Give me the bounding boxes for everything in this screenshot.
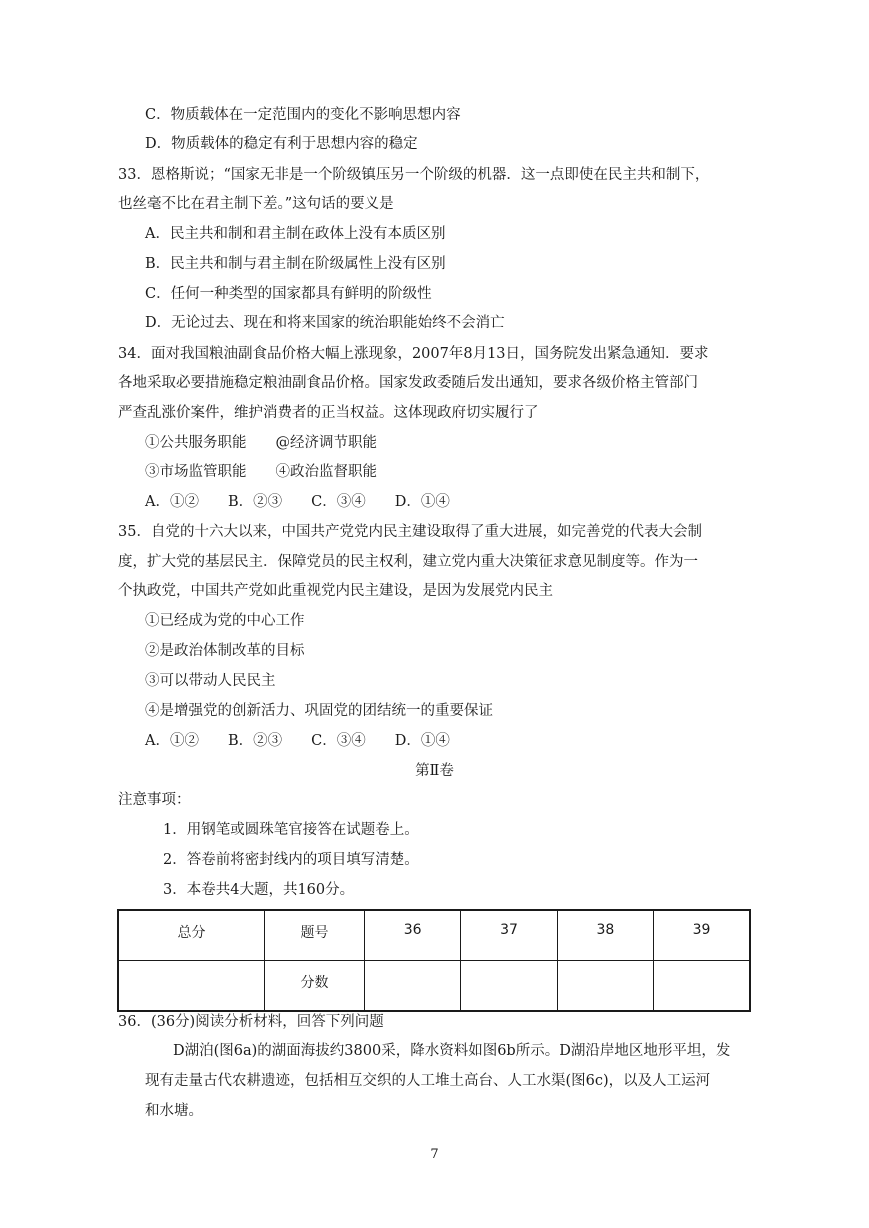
score-cell-q38: [557, 961, 653, 1012]
question-34-choices-1: ①公共服务职能 @经济调节职能: [145, 435, 377, 451]
page-number: 7: [430, 1147, 439, 1162]
header-q37: 37: [461, 910, 557, 961]
question-35-choice-2: ②是政治体制改革的目标: [145, 643, 305, 659]
header-question-number: 题号: [265, 910, 365, 961]
header-q39: 39: [654, 910, 750, 961]
header-total: 总分: [118, 910, 265, 961]
question-34-stem: 34．面对我国粮油副食品价格大幅上涨现象，2007年8月13日，国务院发出紧急通知．要求: [118, 346, 709, 362]
option-c-line: C．物质载体在一定范围内的变化不影响思想内容: [145, 107, 461, 123]
note-item-1: 1．用钢笔或圆珠笔官接答在试题卷上。: [163, 822, 419, 838]
header-q38: 38: [557, 910, 653, 961]
note-item-2: 2．答卷前将密封线内的项目填写清楚。: [163, 852, 419, 868]
question-33-option-d: D．无论过去、现在和将来国家的统治职能始终不会消亡: [145, 315, 505, 331]
note-item-3: 3．本卷共4大题，共160分。: [163, 882, 355, 898]
score-table-score-row: [118, 961, 750, 1012]
question-35-choice-1: ①已经成为党的中心工作: [145, 613, 305, 629]
score-cell-q39: [654, 961, 750, 1012]
score-table: [117, 909, 751, 1012]
question-33-option-a: A．民主共和制和君主制在政体上没有本质区别: [145, 226, 446, 242]
header-q36: 36: [365, 910, 461, 961]
question-34-stem-cont2: 严查乱涨价案件，维护消费者的正当权益。这体现政府切实履行了: [118, 405, 539, 421]
question-36-title: 36．(36分)阅读分析材料，回答下列问题: [118, 1014, 384, 1030]
question-35-stem-cont: 度，扩大党的基层民主．保障党员的民主权利，建立党内重大决策征求意见制度等。作为一: [118, 554, 698, 570]
question-33-option-b: B．民主共和制与君主制在阶级属性上没有区别: [145, 256, 446, 272]
question-35-choice-3: ③可以带动人民民主: [145, 673, 276, 689]
question-33-option-c: C．任何一种类型的国家都具有鲜明的阶级性: [145, 286, 432, 302]
total-score-cell: [118, 961, 265, 1012]
question-34-options: A．①② B．②③ C．③④ D．①④: [145, 494, 450, 510]
question-34-choices-2: ③市场监管职能 ④政治监督职能: [145, 464, 377, 480]
question-34-stem-cont: 各地采取必要措施稳定粮油副食品价格。国家发政委随后发出通知，要求各级价格主管部门: [118, 375, 698, 391]
score-cell-q36: [365, 961, 461, 1012]
score-cell-q37: [461, 961, 557, 1012]
score-label: 分数: [265, 961, 365, 1012]
section-title: 第Ⅱ卷: [415, 763, 454, 779]
question-35-stem: 35．自党的十六大以来，中国共产党党内民主建设取得了重大进展，如完善党的代表大会制: [118, 524, 702, 540]
question-36-body-2: 现有走量古代农耕遗迹，包括相互交织的人工堆土高台、人工水渠(图6c)，以及人工运河: [145, 1073, 711, 1089]
question-35-stem-cont2: 个执政党，中国共产党如此重视党内民主建设，是因为发展党内民主: [118, 583, 553, 599]
question-33-stem: 33．恩格斯说；“国家无非是一个阶级镇压另一个阶级的机器．这一点即使在民主共和制下，: [118, 167, 710, 183]
question-35-options: A．①② B．②③ C．③④ D．①④: [145, 733, 450, 749]
question-36-body-1: D湖泊(图6a)的湖面海拔约3800采，降水资料如图6b所示。D湖沿岸地区地形平坦，发: [173, 1043, 731, 1059]
question-36-body-3: 和水塘。: [145, 1103, 203, 1119]
notes-heading: 注意事项：: [118, 792, 191, 808]
question-33-stem-cont: 也丝毫不比在君主制下差。”这句话的要义是: [118, 196, 394, 212]
score-table-header-row: [118, 910, 750, 961]
question-35-choice-4: ④是增强党的创新活力、巩固党的团结统一的重要保证: [145, 703, 493, 719]
option-d-line: D．物质载体的稳定有利于思想内容的稳定: [145, 136, 418, 152]
